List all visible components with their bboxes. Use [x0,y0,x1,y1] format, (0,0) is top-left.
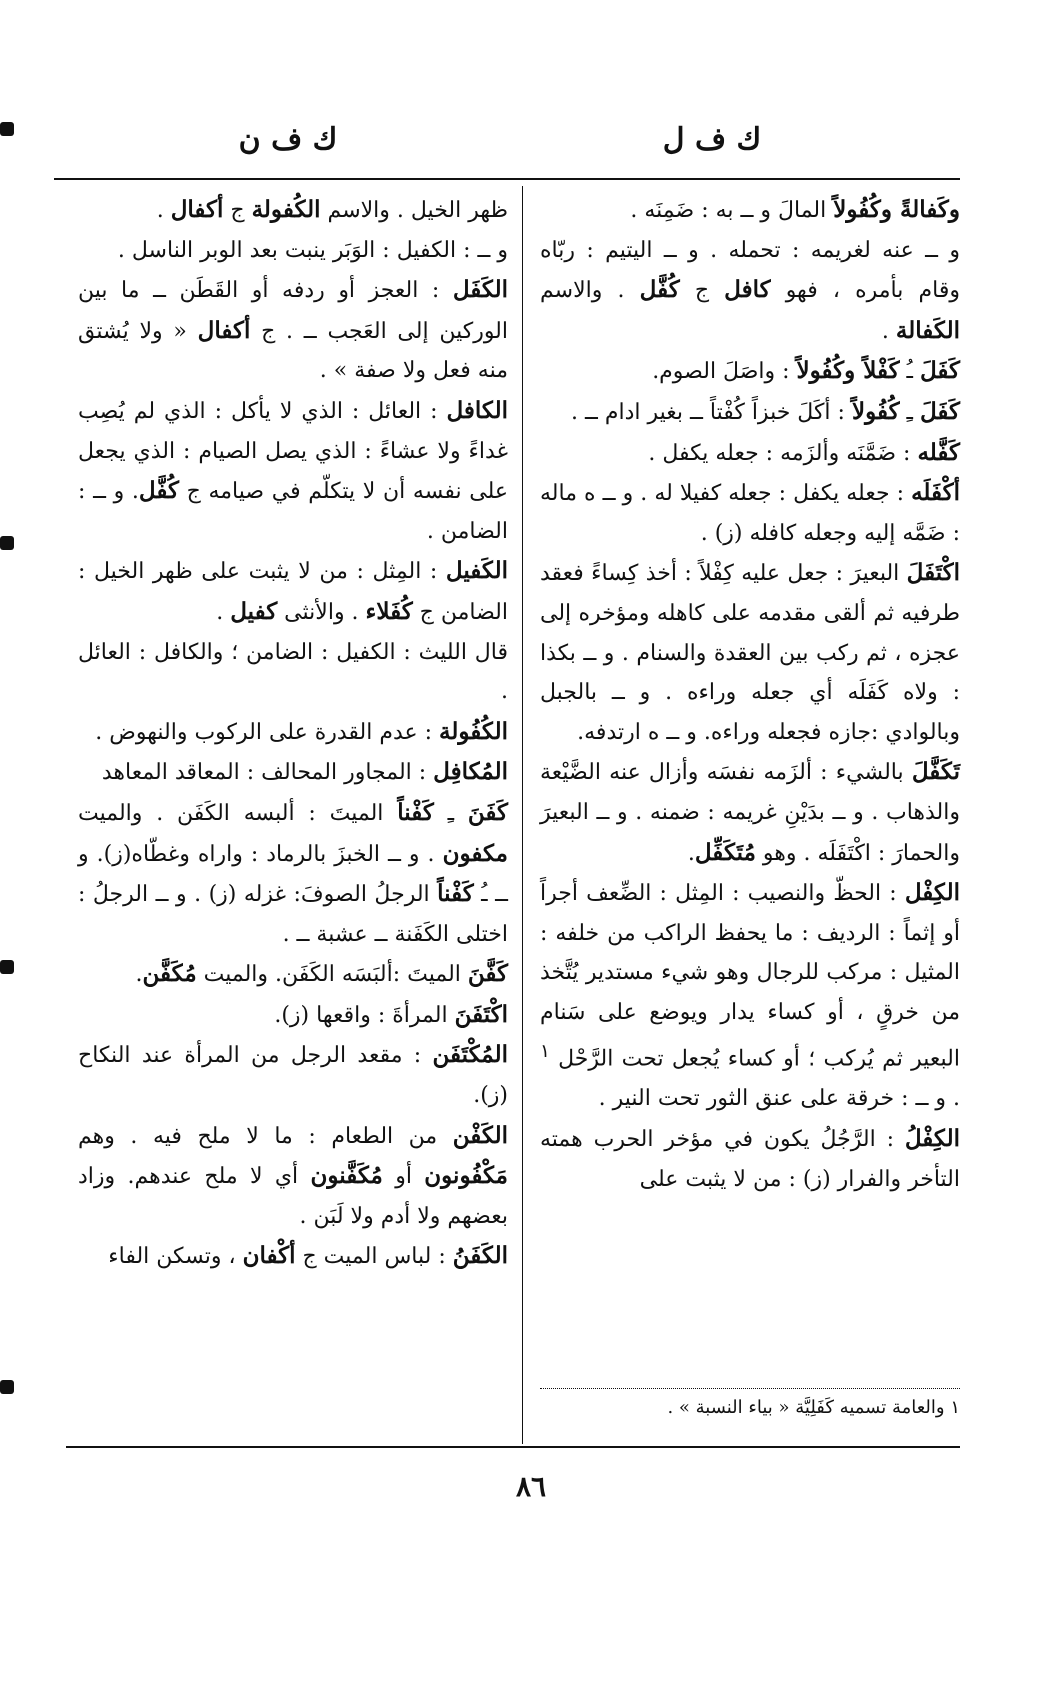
left-column-entry: و ــ : الكفيل : الوَبَر ينبت بعد الوبر الناسل . [117,237,508,263]
left-column-entry: قال الليث : الكفيل : الضامن ؛ والكافل : العائل . [78,639,508,705]
right-column [540,190,960,1199]
column-divider [522,186,523,1444]
right-root-header: ك ف ل [662,122,762,157]
edge-mark [0,122,14,136]
left-column-entry: الكُفُولة : عدم القدرة على الركوب والنهوض . [95,717,508,745]
left-column-entry: الكَفْن من الطعام : ما لا ملح فيه . وهم مَكْفُونون أو مُكَفَّنون أي لا ملح عندهم. وزاد بعضهم ولا أدم ولا لَبَن . [78,1121,508,1229]
footnote-rule [540,1388,960,1389]
left-column-entry: الكَفَنُ : لباس الميت ج أكْفان ، وتسكن الفاء [108,1242,508,1270]
footnote: ١ والعامة تسميه كَفَلِيَّة « بياء النسبة » . [667,1397,960,1418]
right-column-entry: و ــ عنه لغريمه : تحمله . و ــ اليتيم : ربّاه وقام بأمره ، فهو كافل ج كُفَّل . والاسم الكَفالة . [540,237,960,344]
left-column-entry: المُكْتَفَن : مقعد الرجل من المرأة عند النكاح (ز). [78,1041,508,1109]
left-column-entry: كَفَّنَ الميتَ :ألبَسَه الكَفَن. والميت مُكَفَّن. [135,960,508,988]
right-column-entry: أكْفَلَه : جعله يكفل : جعله كفيلا له . و ــ ه ماله : ضَمَّه إليه وجعله كافله (ز) . [540,479,960,546]
left-column-entry: كَفَنَ ـِ كَفْناً الميتَ : ألبسه الكَفَن . والميت مكفون . و ــ الخبزَ بالرماد : واراه وغطّاه(ز). و ــ ـُ كَفْناً الرجلُ الصوفَ: غزله (ز) . و ــ الرجلُ : اختلى الكَفَنة ــ عشبة ــ . [78,798,508,947]
right-column-entry: كَفَلَ ـِ كُفُولاً : أكَلَ خبزاً كُفْتاً ــ بغير ادام ــ . [570,397,960,425]
footer-rule [66,1446,960,1448]
right-column-entry: كَفَلَ ـُ كَفْلاً وكُفُولاً : واصَلَ الصوم. [652,357,960,385]
right-column-entry: الكِفْل : الحظّ والنصيب : المِثل : الضِّعف أجراً أو إثماً : الرديف : ما يحفظ الراكب من خلفه : المثيل : مركب للرجال وهو شيء مستدير يُتَّخذ من خرقٍ ، أو كساء يدار ويوضع على سَنام البعير ثم يُركب ؛ أو كساء يُجعل تحت الرَّحْل $^١$ . و ــ : خرقة على عنق الثور تحت النير . [540,879,960,1112]
left-column-entry: الكَفيل : المِثل : من لا يثبت على ظهر الخيل : الضامن ج كُفَلاء . والأنثى كفيل . [78,557,508,625]
edge-mark [0,1380,14,1394]
left-column-entry: الكَفَل : العجز أو ردفه أو القَطَن ــ ما بين الوركين إلى العَجب ــ . ج أكفال « ولا يُشتق منه فعل ولا صفة » . [78,276,508,384]
right-column-entry: الكِفْلُ : الرَّجُلُ يكون في مؤخر الحرب همته التأخر والفرار (ز) : من لا يثبت على [540,1124,960,1192]
left-column-entry: اكْتَفَنَ المرأةَ : واقعها (ز). [274,1000,508,1028]
left-column-entry: ظهر الخيل . والاسم الكُفولة ج أكفال . [156,196,508,223]
left-column-entry: الكافل : العائل : الذي لا يأكل : الذي لم يُصِب غداءً ولا عشاءً : الذي يصل الصيام : الذي يجعل على نفسه أن لا يتكلّم في صيامه ج كُفَّل. و ــ : الضامن . [78,396,508,544]
right-column-entry: وكَفالةً وكُفُولاً المالَ و ــ به : ضَمِنَه . [630,196,960,223]
edge-mark [0,960,14,974]
right-column-entry: كَفَّله : ضَمَّنَه وألزَمه : جعله يكفل . [648,438,960,466]
left-root-header: ك ف ن [238,122,338,157]
left-column-entry: المُكافِل : المجاور المحالف : المعاقد المعاهد [101,758,508,786]
left-column [78,190,508,1277]
edge-mark [0,536,14,550]
right-column-entry: اكْتَفَلَ البعيرَ : جعل عليه كِفْلاً : أخذ كِساءً فعقد طرفيه ثم ألقى مقدمه على كاهله ومؤخره إلى عجزه ، ثم ركب بين العقدة والسنام . و ــ بكذا : ولاه كَفَلَه أي جعله وراءه . و ــ بالجبل وبالوادي :جازه فجعله وراءه. و ــ ه ارتدفه. [540,559,960,745]
page-number: ٨٦ [515,1470,547,1503]
header-rule [54,178,960,180]
right-column-entry: تَكَفَّلَ بالشيء : ألزَمه نفسَه وأزال عنه الضَّيْعة والذهاب . و ــ بدَيْنِ غريمه : ضمنه . و ــ البعيرَ والحمارَ : اكْتَفَلَه . وهو مُتَكَفِّل. [540,758,960,866]
